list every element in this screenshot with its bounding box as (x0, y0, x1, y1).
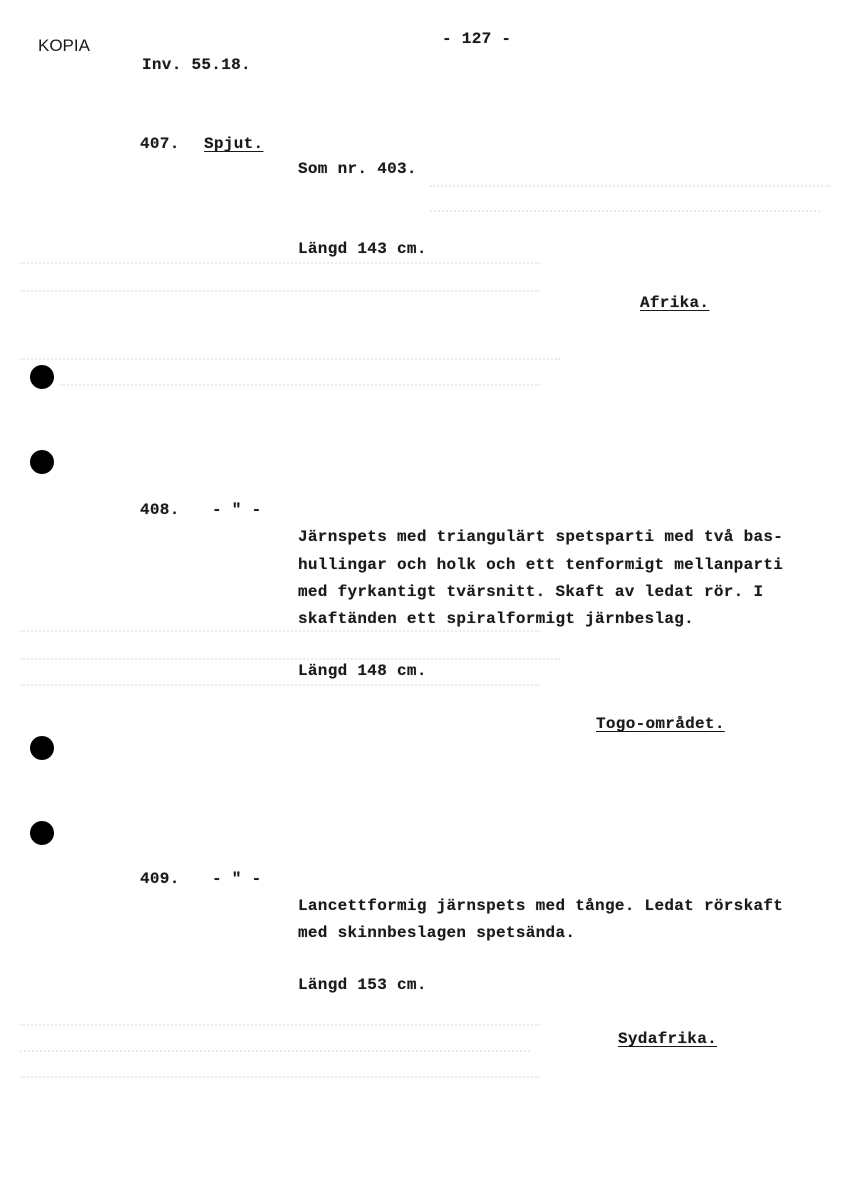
bleed-through-line (20, 684, 540, 687)
entry-description: Som nr. 403. (298, 160, 417, 178)
bleed-through-line (20, 658, 560, 661)
entry-length: Längd 153 cm. (298, 976, 427, 994)
entry-description-line: hullingar och holk och ett tenformigt mellanparti (298, 556, 784, 574)
bleed-through-line (20, 1076, 540, 1079)
entry-description-line: med fyrkantigt tvärsnitt. Skaft av ledat rör. I (298, 583, 764, 601)
entry-number: 408. (140, 501, 180, 519)
bleed-through-line (20, 290, 540, 293)
entry-description-line: Järnspets med triangulärt spetsparti med två bas- (298, 528, 784, 546)
punch-hole (30, 821, 54, 845)
entry-number: 407. (140, 135, 180, 153)
entry-region: Sydafrika. (618, 1030, 718, 1048)
entry-description-line: med skinnbeslagen spetsända. (298, 924, 576, 942)
entry-length: Längd 148 cm. (298, 662, 427, 680)
bleed-through-line (20, 1050, 530, 1053)
page-number: - 127 - (442, 30, 512, 48)
ditto-mark: - " - (212, 501, 262, 519)
entry-length: Längd 143 cm. (298, 240, 427, 258)
punch-hole (30, 450, 54, 474)
entry-region: Togo-området. (596, 715, 725, 733)
bleed-through-line (60, 384, 540, 387)
entry-description-line: skaftänden ett spiralformigt järnbeslag. (298, 610, 695, 628)
bleed-through-line (20, 358, 560, 361)
bleed-through-line (20, 1024, 540, 1027)
bleed-through-line (430, 210, 820, 213)
ditto-mark: - " - (212, 870, 262, 888)
entry-region: Afrika. (640, 294, 710, 312)
copy-stamp: KOPIA (38, 36, 90, 55)
entry-description-line: Lancettformig järnspets med tånge. Ledat rörskaft (298, 897, 784, 915)
bleed-through-line (20, 262, 540, 265)
entry-number: 409. (140, 870, 180, 888)
entry-title: Spjut. (204, 135, 264, 153)
punch-hole (30, 736, 54, 760)
bleed-through-line (430, 185, 830, 188)
punch-hole (30, 365, 54, 389)
inventory-number: Inv. 55.18. (142, 56, 251, 74)
